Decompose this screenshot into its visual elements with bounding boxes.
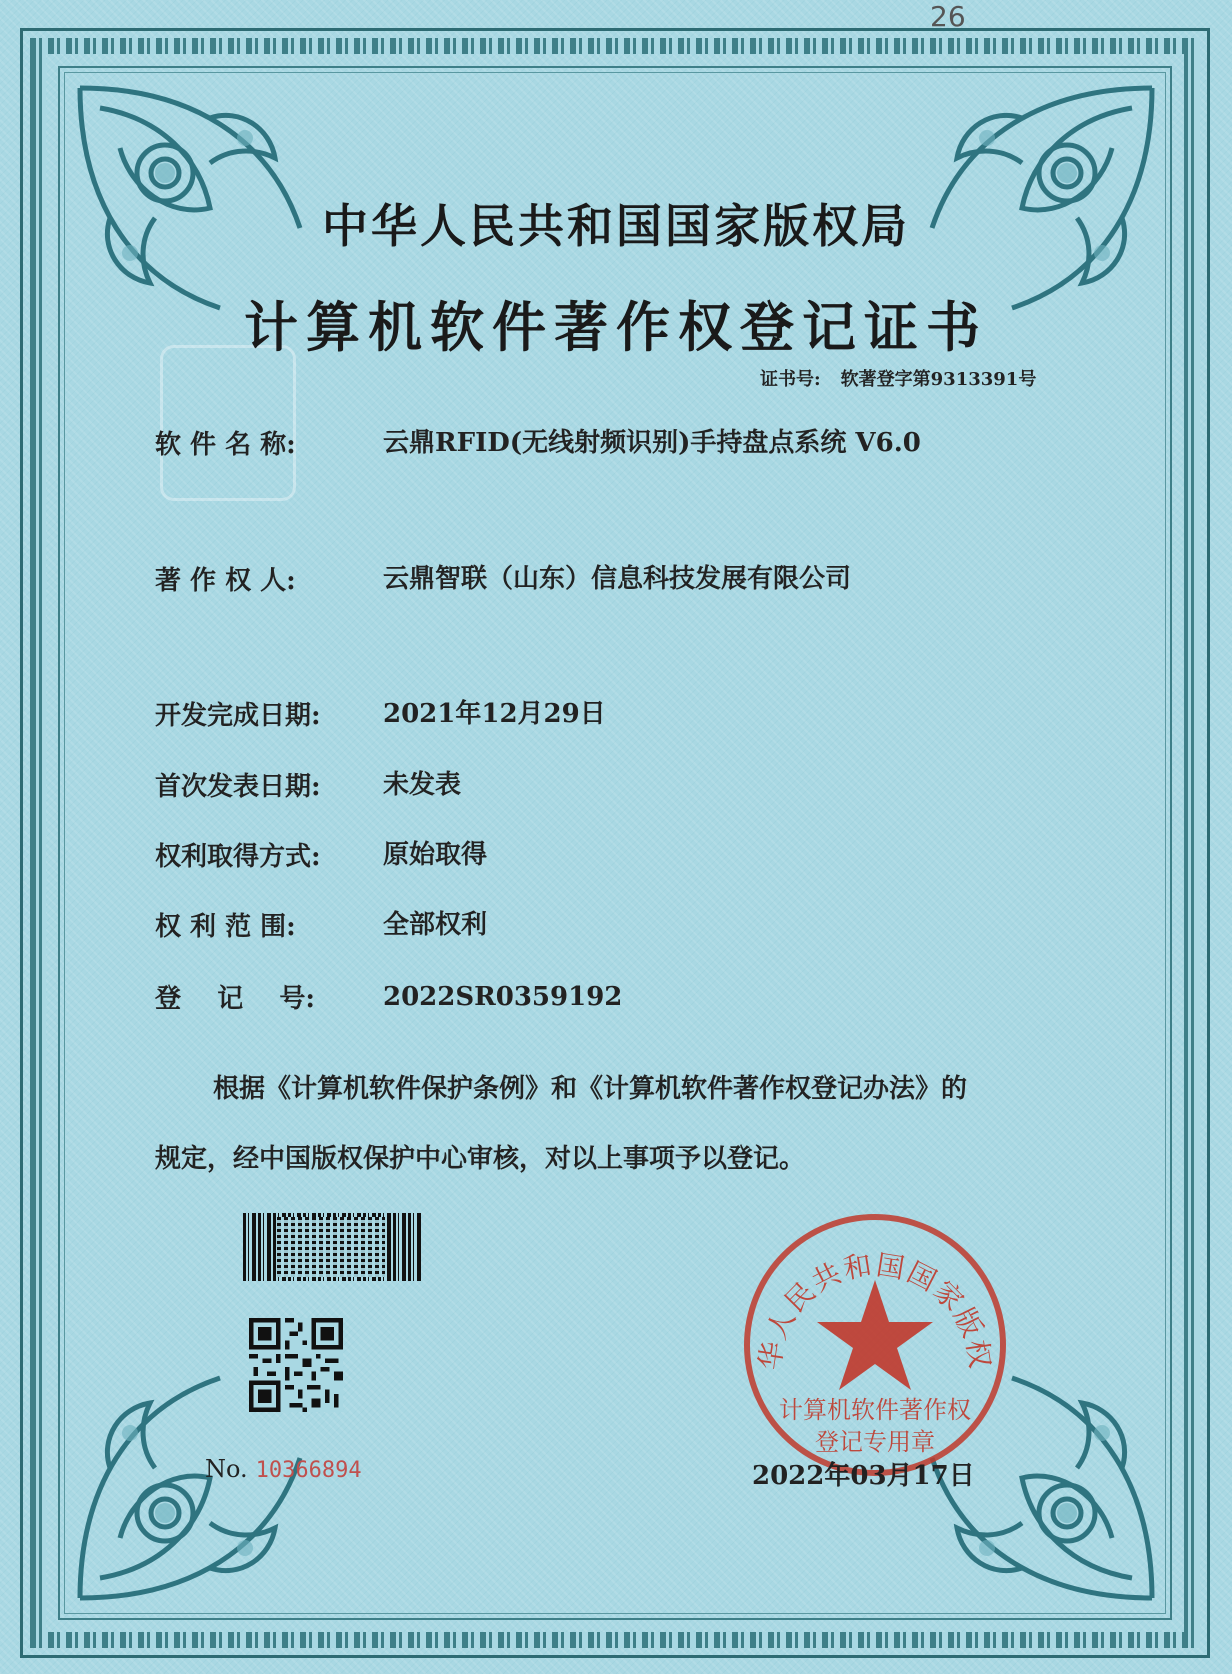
field-label: 首次发表日期: — [155, 772, 321, 802]
handwritten-mark: 26 — [930, 0, 966, 33]
field-rights-scope — [155, 906, 487, 944]
field-value: 原始取得 — [383, 840, 488, 870]
certificate-number — [760, 365, 1036, 391]
field-value: 未发表 — [383, 770, 462, 800]
field-label: 著 作 权 人: — [155, 566, 296, 596]
serial-prefix: No. — [205, 1455, 248, 1483]
issuing-authority: 中华人民共和国国家版权局 — [322, 199, 910, 253]
certificate-title: 计算机软件著作权登记证书 — [244, 295, 988, 359]
qr-code — [249, 1318, 343, 1412]
issue-date: 2022年03月17日 — [752, 1461, 975, 1491]
field-software-name — [155, 424, 921, 462]
field-value: 2021年12月29日 — [383, 699, 606, 729]
field-acquisition-method — [155, 836, 487, 874]
field-first-publication-date — [155, 766, 461, 804]
seal-star-icon — [817, 1280, 933, 1390]
seal-inner-line-2: 登记专用章 — [815, 1428, 935, 1456]
seal-outer-text: 华人民共和国国家版权 — [753, 1248, 997, 1373]
field-registration-number — [155, 978, 622, 1016]
official-seal — [740, 1210, 1010, 1480]
field-label: 权 利 范 围: — [155, 912, 296, 942]
watermark-emblem — [160, 345, 296, 501]
serial-value: 10366894 — [255, 1458, 362, 1483]
certificate-number-label: 证书号: — [760, 369, 821, 390]
statement-line-1: 根据《计算机软件保护条例》和《计算机软件著作权登记办法》的 — [213, 1074, 968, 1104]
statement-line-2: 规定，经中国版权保护中心审核，对以上事项予以登记。 — [155, 1144, 806, 1174]
serial-number — [205, 1455, 362, 1483]
certificate-number-value: 软著登字第9313391号 — [840, 369, 1037, 390]
field-label: 权利取得方式: — [155, 842, 321, 872]
field-completion-date — [155, 695, 606, 733]
field-value: 2022SR0359192 — [383, 982, 623, 1012]
field-value: 云鼎智联（山东）信息科技发展有限公司 — [383, 564, 852, 594]
barcode — [243, 1213, 421, 1281]
field-copyright-owner — [155, 560, 851, 598]
barcode-2d-block — [277, 1217, 385, 1277]
seal-inner-line-1: 计算机软件著作权 — [779, 1396, 971, 1424]
field-label: 开发完成日期: — [155, 701, 321, 731]
field-value: 全部权利 — [383, 910, 488, 940]
field-value: 云鼎RFID(无线射频识别)手持盘点系统 V6.0 — [383, 428, 921, 458]
field-label: 软 件 名 称: — [155, 430, 296, 460]
field-label: 登 记 号: — [155, 984, 316, 1014]
